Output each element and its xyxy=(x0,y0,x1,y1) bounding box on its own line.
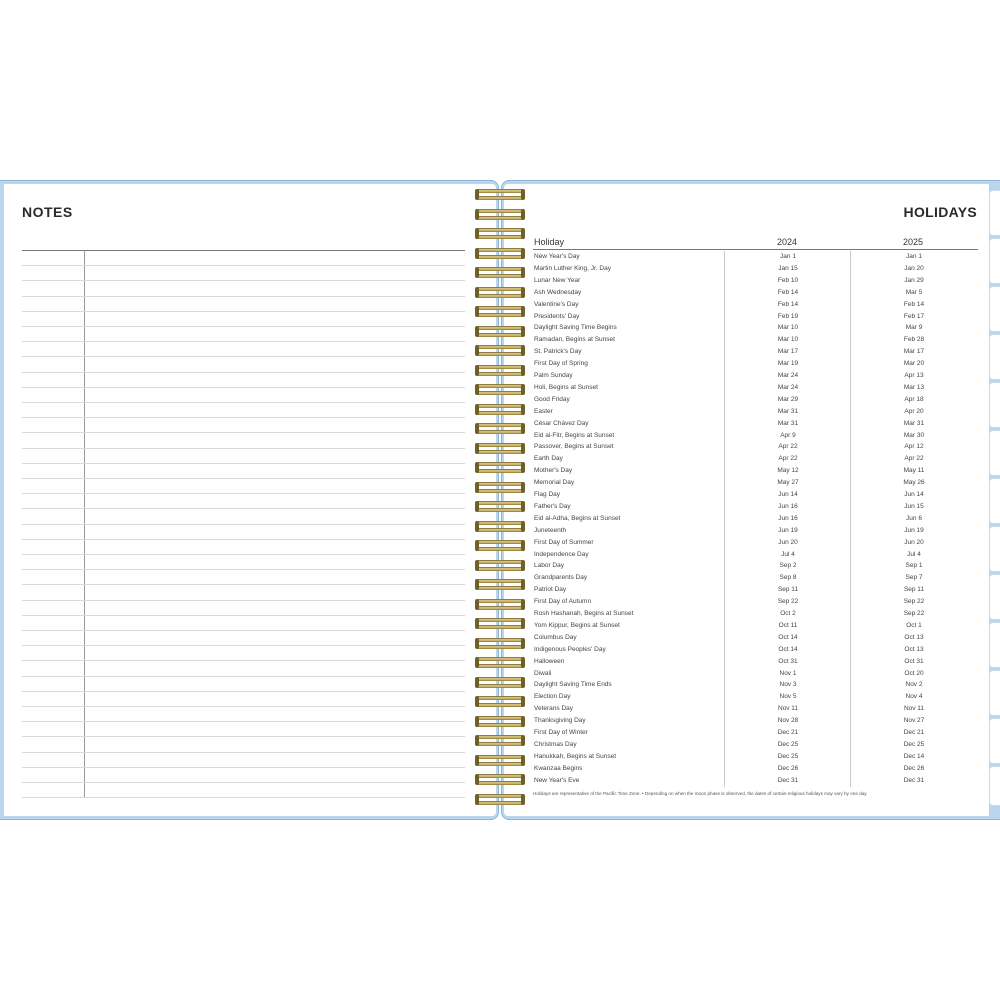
holiday-date-2025: Mar 30 xyxy=(903,431,925,439)
month-tab[interactable] xyxy=(989,430,1000,476)
holiday-date-2024: Mar 19 xyxy=(777,360,799,368)
holiday-row xyxy=(533,251,978,263)
holiday-date-2025: Jan 29 xyxy=(904,276,924,284)
holiday-date-2024: Mar 10 xyxy=(777,336,799,344)
holiday-date-2025: Oct 31 xyxy=(904,657,924,665)
notes-rule-line xyxy=(22,493,465,494)
notes-rule-line xyxy=(22,721,465,722)
spiral-coil xyxy=(475,403,525,417)
holiday-date-2025: May 26 xyxy=(903,479,925,487)
holiday-row xyxy=(533,668,978,680)
holiday-date-2024: Mar 31 xyxy=(777,419,799,427)
holiday-date-2024: Apr 9 xyxy=(780,431,796,439)
holiday-row xyxy=(533,334,978,346)
spiral-coil xyxy=(475,266,525,280)
holiday-date-2025: Jul 4 xyxy=(907,550,921,558)
notes-rule-line xyxy=(22,539,465,540)
holiday-name: Veterans Day xyxy=(534,705,574,713)
holiday-row xyxy=(533,572,978,584)
holiday-date-2024: Sep 8 xyxy=(779,574,797,582)
month-tab[interactable] xyxy=(989,478,1000,524)
holiday-row xyxy=(533,620,978,632)
spiral-coil xyxy=(475,656,525,670)
holiday-row xyxy=(533,727,978,739)
holiday-date-2025: Mar 17 xyxy=(903,348,925,356)
holiday-date-2025: Feb 28 xyxy=(903,336,925,344)
notes-rule-line xyxy=(22,584,465,585)
spiral-coil xyxy=(475,539,525,553)
holiday-date-2024: Jun 14 xyxy=(778,491,798,498)
holiday-date-2024: Dec 31 xyxy=(777,776,799,784)
holiday-date-2025: Dec 31 xyxy=(903,776,925,784)
month-tab[interactable] xyxy=(989,766,1000,806)
spiral-coil xyxy=(475,188,525,202)
holiday-date-2025: Nov 27 xyxy=(903,717,925,725)
holiday-row xyxy=(533,549,978,561)
holiday-date-2025: Sep 22 xyxy=(903,598,925,606)
holiday-name: Election Day xyxy=(534,693,571,701)
spiral-coil xyxy=(475,734,525,748)
holiday-name: New Year's Day xyxy=(534,253,580,260)
holiday-date-2024: Dec 21 xyxy=(777,729,799,736)
holiday-date-2025: Apr 20 xyxy=(904,407,924,415)
notes-rule-line xyxy=(22,797,465,798)
holiday-date-2024: Jun 19 xyxy=(778,526,798,534)
holiday-row xyxy=(533,679,978,691)
month-tab[interactable] xyxy=(989,382,1000,428)
notes-rule-line xyxy=(22,356,465,357)
holiday-date-2024: Oct 14 xyxy=(778,645,798,653)
spiral-coil xyxy=(475,481,525,495)
holiday-name: Labor Day xyxy=(534,562,564,570)
holiday-date-2024: Nov 28 xyxy=(777,717,799,725)
holiday-date-2025: Mar 31 xyxy=(903,419,925,427)
holiday-name: Patriot Day xyxy=(534,586,567,594)
notes-rule-line xyxy=(22,326,465,327)
notes-rule-line xyxy=(22,691,465,692)
holiday-name: First Day of Autumn xyxy=(534,598,592,606)
spiral-coil xyxy=(475,773,525,787)
notes-rule-line xyxy=(22,752,465,753)
holiday-date-2024: Feb 10 xyxy=(777,276,799,284)
holiday-name: Juneteenth xyxy=(534,526,567,534)
holiday-row xyxy=(533,560,978,572)
holiday-date-2024: Nov 3 xyxy=(779,681,797,689)
spiral-coil xyxy=(475,325,525,339)
holiday-row xyxy=(533,370,978,382)
holiday-date-2024: Sep 2 xyxy=(779,562,797,570)
holiday-row xyxy=(533,703,978,715)
holiday-name: Rosh Hashanah, Begins at Sunset xyxy=(534,610,634,617)
holiday-name: Ash Wednesday xyxy=(534,288,582,296)
holiday-name: Independence Day xyxy=(534,550,589,558)
holiday-row xyxy=(533,644,978,656)
holiday-date-2025: Feb 14 xyxy=(903,300,925,308)
spiral-coil xyxy=(475,793,525,807)
holiday-date-2024: Apr 22 xyxy=(778,443,798,451)
spiral-coil xyxy=(475,637,525,651)
holiday-date-2024: Dec 25 xyxy=(777,740,799,748)
header-holiday: Holiday xyxy=(534,237,565,247)
holiday-date-2025: Jan 20 xyxy=(904,264,924,272)
holiday-row xyxy=(533,525,978,537)
holiday-row xyxy=(533,608,978,620)
holiday-name: Columbus Day xyxy=(534,633,577,641)
spiral-coil xyxy=(475,578,525,592)
holiday-row xyxy=(533,441,978,453)
holiday-date-2024: Mar 17 xyxy=(777,348,799,356)
holiday-date-2025: Dec 26 xyxy=(903,764,925,772)
holiday-row xyxy=(533,501,978,513)
holiday-name: Good Friday xyxy=(534,395,570,403)
holidays-table-header xyxy=(533,236,978,250)
holiday-row xyxy=(533,465,978,477)
month-tab[interactable] xyxy=(989,574,1000,620)
holiday-name: Eid al-Adha, Begins at Sunset xyxy=(534,514,621,522)
notes-rule-line xyxy=(22,387,465,388)
notes-rule-line xyxy=(22,265,465,266)
holiday-date-2024: Feb 14 xyxy=(777,288,799,296)
holiday-name: Holi, Begins at Sunset xyxy=(534,383,598,391)
holiday-name: Flag Day xyxy=(534,491,561,498)
month-tab[interactable] xyxy=(989,190,1000,236)
holiday-date-2024: Dec 25 xyxy=(777,752,799,760)
holiday-name: First Day of Winter xyxy=(534,729,588,736)
spiral-binding xyxy=(475,188,525,808)
spiral-coil xyxy=(475,344,525,358)
holiday-row xyxy=(533,394,978,406)
holiday-name: Thanksgiving Day xyxy=(534,717,586,725)
holiday-date-2025: Mar 13 xyxy=(903,383,925,391)
spiral-coil xyxy=(475,715,525,729)
month-tab[interactable] xyxy=(989,334,1000,380)
holiday-date-2025: Nov 2 xyxy=(905,681,923,689)
spiral-coil xyxy=(475,617,525,631)
holiday-name: Ramadan, Begins at Sunset xyxy=(534,336,615,344)
header-year-2024: 2024 xyxy=(777,237,798,247)
notes-title: NOTES xyxy=(22,204,73,220)
spiral-coil xyxy=(475,461,525,475)
holiday-date-2025: Apr 12 xyxy=(904,443,924,451)
month-tab[interactable] xyxy=(989,286,1000,332)
month-tab[interactable] xyxy=(989,526,1000,572)
holiday-date-2025: Apr 22 xyxy=(904,455,924,463)
notes-rule-line xyxy=(22,463,465,464)
holiday-date-2024: Feb 19 xyxy=(777,312,799,320)
notes-rule-line xyxy=(22,311,465,312)
holiday-date-2024: Jan 15 xyxy=(778,264,798,272)
holiday-row xyxy=(533,358,978,370)
holiday-name: Diwali xyxy=(534,669,552,677)
spiral-coil xyxy=(475,676,525,690)
holiday-row xyxy=(533,489,978,501)
holiday-row xyxy=(533,430,978,442)
holiday-name: Christmas Day xyxy=(534,740,577,748)
holiday-date-2025: Oct 13 xyxy=(904,633,924,641)
holiday-date-2024: Mar 24 xyxy=(777,372,799,379)
holiday-date-2025: Nov 11 xyxy=(903,705,925,713)
holiday-date-2025: Mar 5 xyxy=(905,288,923,296)
holiday-date-2025: Jun 6 xyxy=(906,514,922,522)
holiday-date-2025: Sep 11 xyxy=(903,586,925,594)
holiday-name: Palm Sunday xyxy=(534,372,573,379)
holiday-name: St. Patrick's Day xyxy=(534,348,582,356)
notes-rule-line xyxy=(22,600,465,601)
holiday-row xyxy=(533,477,978,489)
month-tab[interactable] xyxy=(989,718,1000,764)
holiday-date-2024: Dec 26 xyxy=(777,764,799,772)
holiday-date-2025: Jun 20 xyxy=(904,538,924,546)
spiral-coil xyxy=(475,520,525,534)
holiday-date-2024: Jun 20 xyxy=(778,538,798,546)
holiday-date-2025: Mar 20 xyxy=(903,360,925,368)
holiday-date-2025: Oct 13 xyxy=(904,645,924,653)
holiday-date-2024: Nov 5 xyxy=(779,693,797,701)
holiday-row xyxy=(533,691,978,703)
holiday-date-2024: Apr 22 xyxy=(778,455,798,463)
holiday-name: Easter xyxy=(534,407,553,415)
holiday-name: Daylight Saving Time Begins xyxy=(534,324,617,332)
holidays-footnote: Holidays are representative of the Pacific Time Zone. • Depending on when the moon phase is observed, the dates of certain religious holidays may vary by one day. xyxy=(533,791,868,796)
holiday-name: First Day of Spring xyxy=(534,360,588,368)
holiday-name: César Chávez Day xyxy=(534,419,589,427)
spiral-coil xyxy=(475,247,525,261)
holiday-row xyxy=(533,584,978,596)
holiday-row xyxy=(533,715,978,727)
holiday-date-2025: Jun 15 xyxy=(904,502,924,510)
notes-rule-line xyxy=(22,645,465,646)
notes-rule-line xyxy=(22,676,465,677)
holiday-date-2024: Sep 22 xyxy=(777,598,799,606)
holiday-name: Presidents' Day xyxy=(534,312,580,320)
spiral-coil xyxy=(475,305,525,319)
holiday-date-2025: Oct 1 xyxy=(906,621,922,629)
holiday-date-2025: Dec 25 xyxy=(903,740,925,748)
holiday-date-2025: May 11 xyxy=(903,467,925,475)
holiday-date-2025: Jan 1 xyxy=(906,253,922,260)
holiday-row xyxy=(533,751,978,763)
holiday-date-2025: Apr 18 xyxy=(904,395,924,403)
spiral-coil xyxy=(475,442,525,456)
holiday-date-2025: Dec 21 xyxy=(903,729,925,736)
spiral-coil xyxy=(475,422,525,436)
holiday-date-2024: Nov 11 xyxy=(777,705,799,713)
holiday-name: Memorial Day xyxy=(534,479,575,487)
holiday-date-2024: Mar 10 xyxy=(777,324,799,332)
holiday-row xyxy=(533,287,978,299)
spiral-coil xyxy=(475,364,525,378)
holiday-row xyxy=(533,656,978,668)
holiday-row xyxy=(533,406,978,418)
holiday-name: Yom Kippur, Begins at Sunset xyxy=(534,621,620,629)
holiday-row xyxy=(533,596,978,608)
holiday-row xyxy=(533,275,978,287)
notes-rule-line xyxy=(22,372,465,373)
holiday-name: Kwanzaa Begins xyxy=(534,764,583,772)
holiday-name: Hanukkah, Begins at Sunset xyxy=(534,752,617,760)
holiday-row xyxy=(533,739,978,751)
month-tab[interactable] xyxy=(989,622,1000,668)
holiday-name: Eid al-Fitr, Begins at Sunset xyxy=(534,431,615,439)
holiday-date-2024: Jul 4 xyxy=(781,550,795,558)
holiday-row xyxy=(533,263,978,275)
holiday-name: First Day of Summer xyxy=(534,538,594,546)
holiday-date-2024: Jun 16 xyxy=(778,514,798,522)
holiday-date-2024: Nov 1 xyxy=(779,669,797,677)
holiday-row xyxy=(533,453,978,465)
holiday-date-2025: Sep 7 xyxy=(905,574,923,582)
month-tabs xyxy=(989,184,1000,816)
holiday-name: Father's Day xyxy=(534,502,571,510)
holiday-date-2024: May 27 xyxy=(777,479,799,487)
holiday-name: Passover, Begins at Sunset xyxy=(534,443,614,451)
notes-rule-line xyxy=(22,569,465,570)
holiday-row xyxy=(533,299,978,311)
notes-rule-line xyxy=(22,554,465,555)
holiday-row xyxy=(533,418,978,430)
holiday-name: Grandparents Day xyxy=(534,574,588,582)
holiday-date-2025: Sep 22 xyxy=(903,610,925,617)
holiday-name: Mother's Day xyxy=(534,467,573,475)
holiday-date-2025: Sep 1 xyxy=(905,562,923,570)
holiday-name: Valentine's Day xyxy=(534,300,579,308)
notes-rule-line xyxy=(22,280,465,281)
holiday-date-2024: Mar 31 xyxy=(777,407,799,415)
holiday-date-2025: Nov 4 xyxy=(905,693,923,701)
notes-rule-line xyxy=(22,448,465,449)
holiday-date-2024: Mar 24 xyxy=(777,383,799,391)
notes-rule-line xyxy=(22,508,465,509)
holiday-date-2025: Mar 9 xyxy=(905,324,923,332)
holiday-row xyxy=(533,382,978,394)
holiday-date-2024: Oct 14 xyxy=(778,633,798,641)
notes-rule-line xyxy=(22,767,465,768)
holiday-date-2024: May 12 xyxy=(777,467,799,475)
notes-rule-line xyxy=(22,630,465,631)
holiday-row xyxy=(533,763,978,775)
notes-rule-line xyxy=(22,524,465,525)
holiday-date-2025: Jun 14 xyxy=(904,491,924,498)
spiral-coil xyxy=(475,208,525,222)
spiral-coil xyxy=(475,500,525,514)
holiday-date-2025: Dec 14 xyxy=(903,752,925,760)
notes-rule-line xyxy=(22,402,465,403)
holiday-date-2025: Apr 13 xyxy=(904,372,924,379)
holiday-row xyxy=(533,775,978,787)
month-tab[interactable] xyxy=(989,238,1000,284)
spiral-coil xyxy=(475,286,525,300)
notes-lined-area[interactable] xyxy=(22,250,465,798)
holiday-date-2024: Feb 14 xyxy=(777,300,799,308)
notes-rule-line xyxy=(22,478,465,479)
holiday-date-2024: Sep 11 xyxy=(777,586,799,594)
holiday-row xyxy=(533,311,978,323)
notes-rule-line xyxy=(22,660,465,661)
notes-rule-line xyxy=(22,706,465,707)
spiral-coil xyxy=(475,227,525,241)
spiral-coil xyxy=(475,695,525,709)
holiday-row xyxy=(533,537,978,549)
header-year-2025: 2025 xyxy=(903,237,924,247)
holiday-date-2024: Mar 29 xyxy=(777,395,799,403)
notes-rule-line xyxy=(22,736,465,737)
notes-rule-line xyxy=(22,296,465,297)
notes-rule-line xyxy=(22,782,465,783)
holiday-name: Earth Day xyxy=(534,455,563,463)
month-tab[interactable] xyxy=(989,670,1000,716)
holiday-date-2025: Oct 20 xyxy=(904,669,924,677)
holiday-row xyxy=(533,513,978,525)
spiral-coil xyxy=(475,598,525,612)
holiday-name: Lunar New Year xyxy=(534,276,581,284)
holiday-date-2025: Feb 17 xyxy=(903,312,925,320)
holiday-name: Martin Luther King, Jr. Day xyxy=(534,264,611,272)
spiral-coil xyxy=(475,383,525,397)
holiday-row xyxy=(533,322,978,334)
notes-rule-line xyxy=(22,417,465,418)
holiday-date-2025: Jun 19 xyxy=(904,526,924,534)
notes-rule-line xyxy=(22,341,465,342)
holiday-date-2024: Oct 31 xyxy=(778,657,798,665)
holiday-date-2024: Oct 2 xyxy=(780,610,796,617)
holiday-row xyxy=(533,346,978,358)
holidays-header-rule xyxy=(533,249,978,250)
holiday-name: Daylight Saving Time Ends xyxy=(534,681,612,689)
notes-header-rule xyxy=(22,250,465,251)
holiday-date-2024: Oct 11 xyxy=(778,621,798,629)
spiral-coil xyxy=(475,754,525,768)
holiday-name: New Year's Eve xyxy=(534,776,580,784)
notes-rule-line xyxy=(22,615,465,616)
spiral-coil xyxy=(475,559,525,573)
holiday-name: Indigenous Peoples' Day xyxy=(534,645,606,653)
holidays-title: HOLIDAYS xyxy=(903,204,977,220)
holiday-name: Halloween xyxy=(534,657,565,665)
notes-rule-line xyxy=(22,432,465,433)
holiday-row xyxy=(533,632,978,644)
holiday-date-2024: Jun 16 xyxy=(778,502,798,510)
holiday-date-2024: Jan 1 xyxy=(780,253,796,260)
